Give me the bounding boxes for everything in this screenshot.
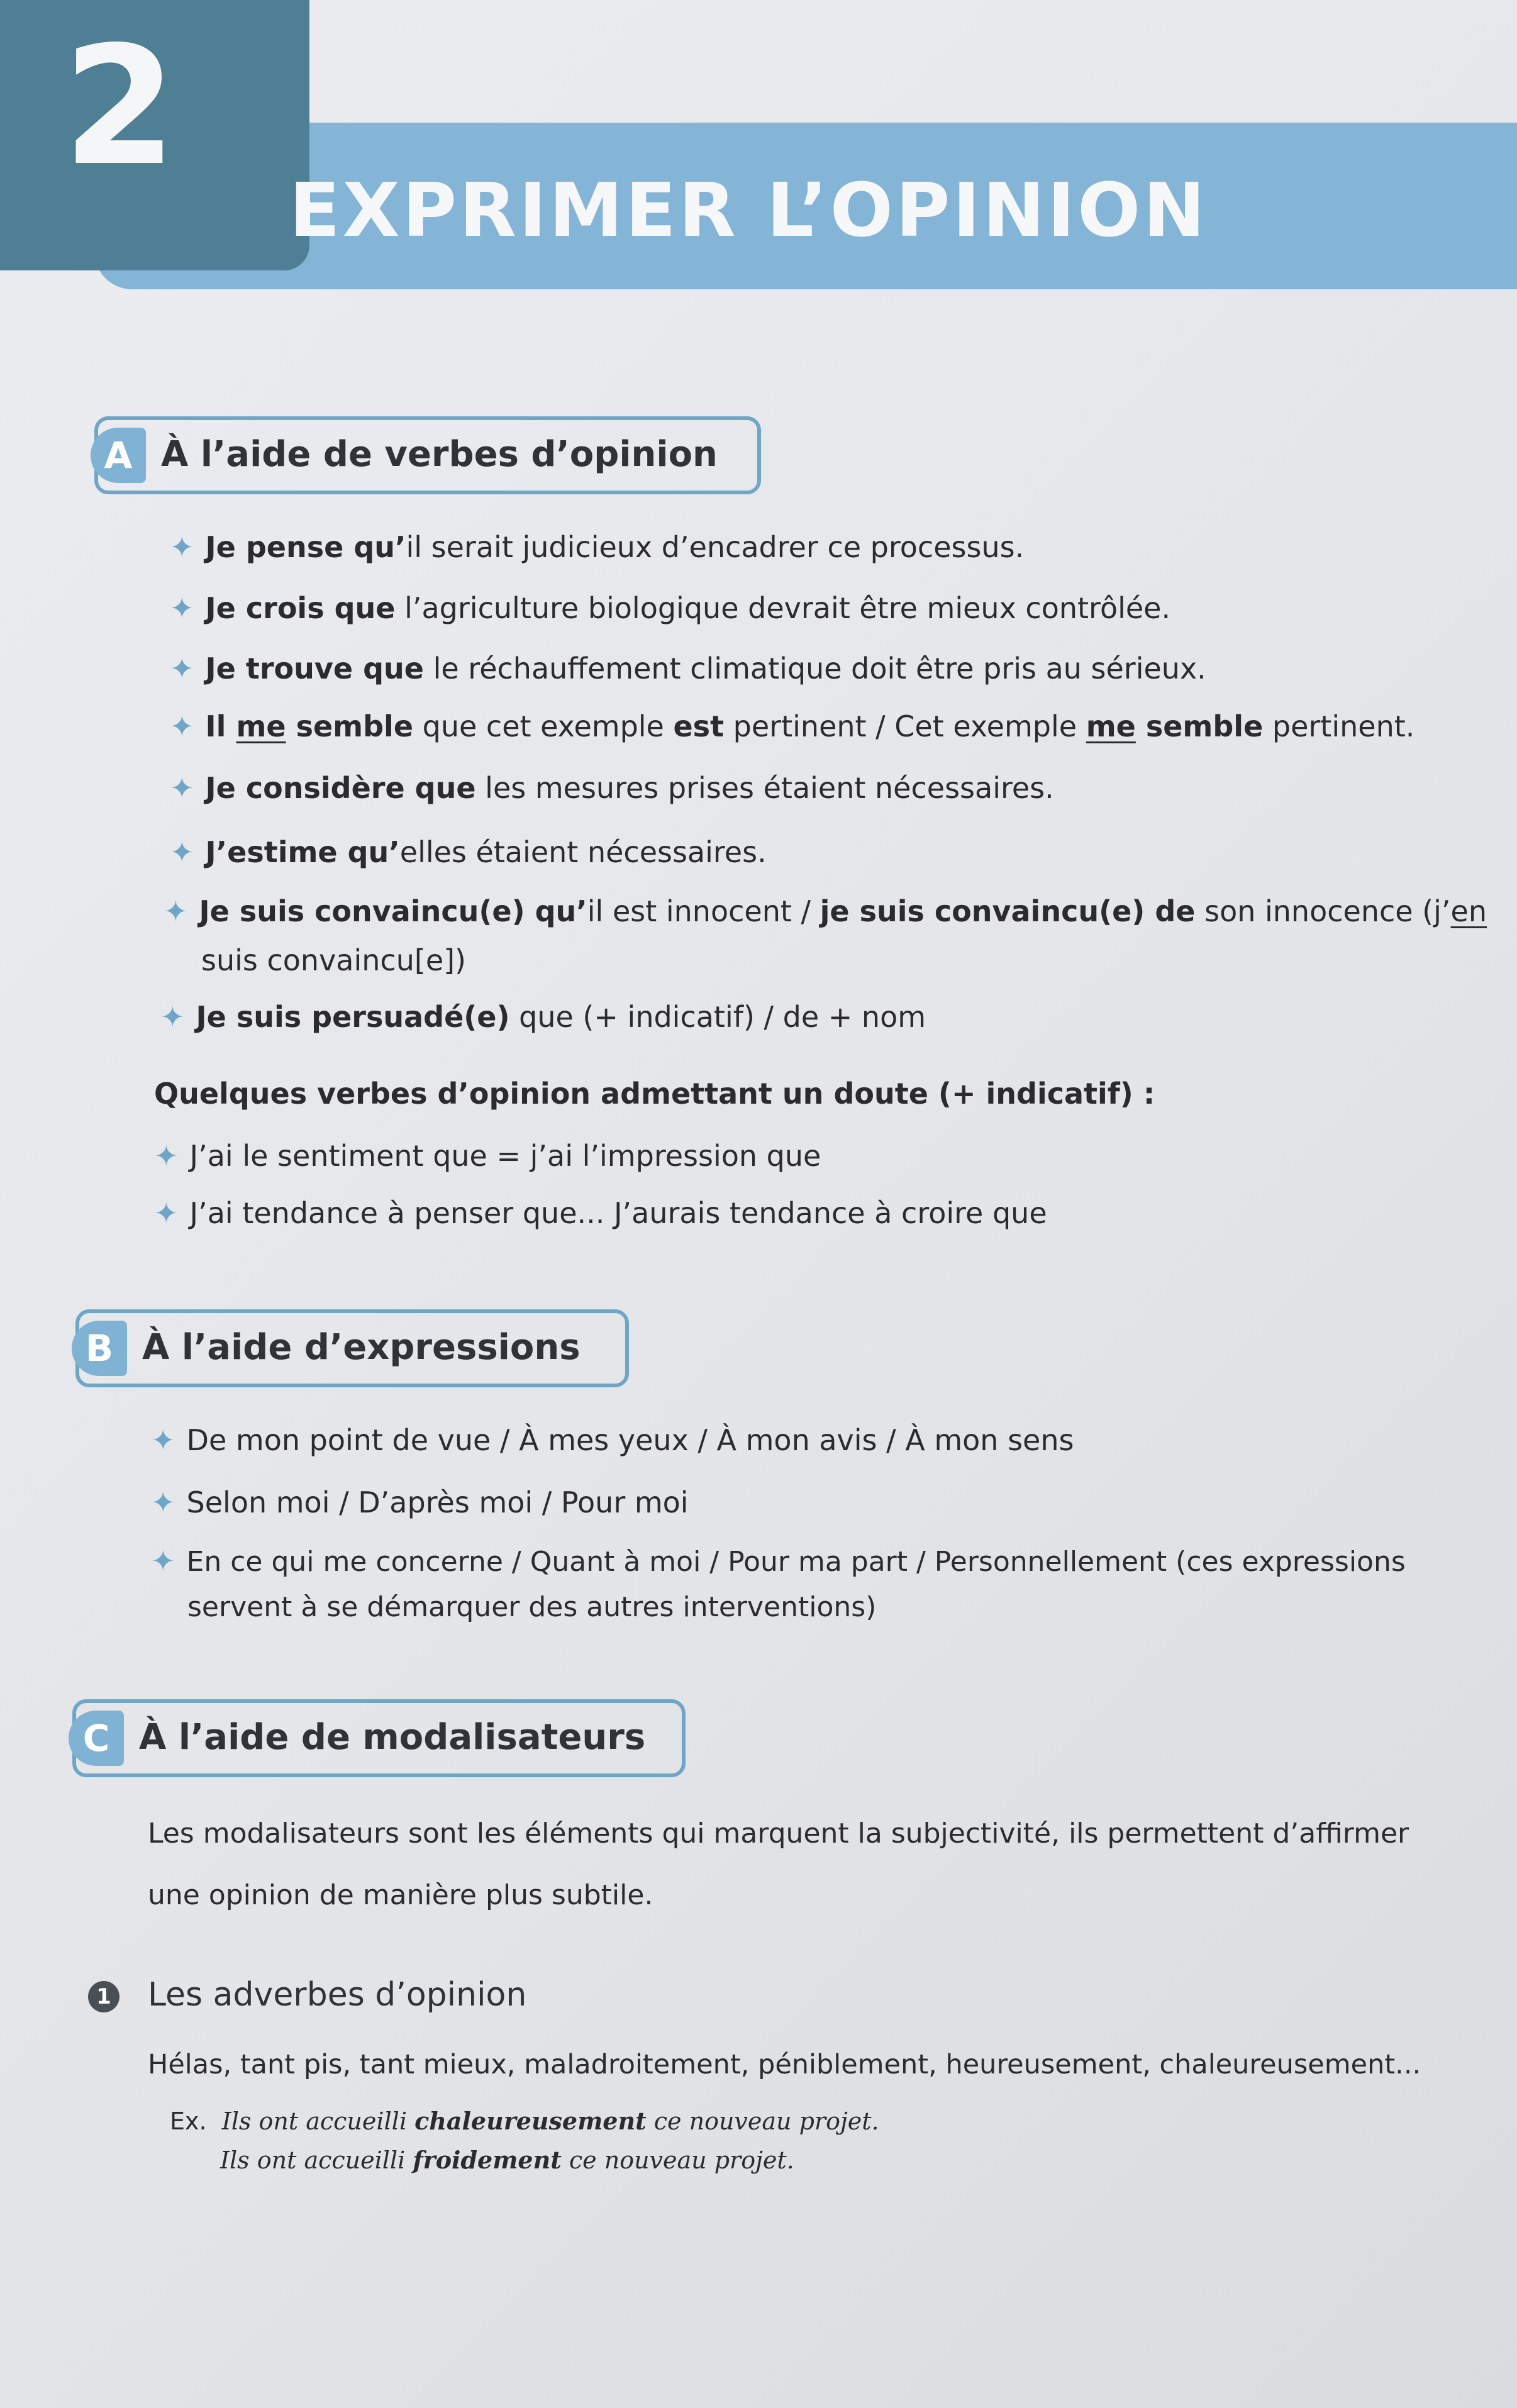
list-item: ✦ Je suis convaincu(e) qu’il est innocent / je suis convaincu(e) de son innocence (j’en	[164, 894, 1487, 928]
section-c-intro-line2: une opinion de manière plus subtile.	[148, 1879, 653, 1911]
star-bullet-icon: ✦	[151, 1544, 175, 1578]
list-item: ✦ Je pense qu’il serait judicieux d’encadrer ce processus.	[170, 530, 1025, 564]
star-bullet-icon: ✦	[154, 1196, 179, 1230]
list-item-continuation: servent à se démarquer des autres interventions)	[187, 1591, 877, 1623]
section-b-title: À l’aide d’expressions	[142, 1327, 581, 1368]
section-b-heading	[75, 1309, 629, 1387]
section-a-title: À l’aide de verbes d’opinion	[161, 434, 718, 475]
star-bullet-icon: ✦	[164, 894, 188, 928]
star-bullet-icon: ✦	[151, 1485, 175, 1519]
star-bullet-icon: ✦	[170, 530, 194, 564]
section-c-intro-line1: Les modalisateurs sont les éléments qui marquent la subjectivité, ils permettent d’affirmer	[148, 1817, 1409, 1850]
list-item: ✦ Je trouve que le réchauffement climatique doit être pris au sérieux.	[170, 652, 1206, 685]
list-item: ✦ Selon moi / D’après moi / Pour moi	[151, 1485, 689, 1519]
chapter-number-block	[0, 0, 309, 270]
section-a-heading	[94, 416, 761, 494]
star-bullet-icon: ✦	[170, 652, 194, 685]
list-item: ✦ J’ai le sentiment que = j’ai l’impression que	[154, 1139, 821, 1173]
list-item-continuation: suis convaincu[e])	[201, 943, 467, 977]
star-bullet-icon: ✦	[170, 591, 194, 625]
adverbs-list: Hélas, tant pis, tant mieux, maladroitement, péniblement, heureusement, chaleureusement...	[148, 2049, 1421, 2080]
star-bullet-icon: ✦	[170, 771, 194, 805]
section-a-letter: A	[91, 428, 146, 483]
star-bullet-icon: ✦	[151, 1423, 175, 1457]
list-item: ✦ En ce qui me concerne / Quant à moi / Pour ma part / Personnellement (ces expressions	[151, 1544, 1406, 1578]
section-b-letter: B	[72, 1321, 127, 1376]
list-item: ✦ J’estime qu’elles étaient nécessaires.	[170, 835, 767, 869]
adverbs-subheading: Les adverbes d’opinion	[148, 1976, 527, 2014]
star-bullet-icon: ✦	[170, 835, 194, 869]
list-item: ✦ Je suis persuadé(e) que (+ indicatif) / de + nom	[160, 1000, 926, 1034]
example-line-1: Ex. Ils ont accueilli chaleureusement ce nouveau projet.	[170, 2107, 879, 2135]
page-title: EXPRIMER L’OPINION	[289, 167, 1208, 253]
star-bullet-icon: ✦	[154, 1139, 179, 1173]
section-c-title: À l’aide de modalisateurs	[139, 1717, 646, 1758]
section-a-subheading: Quelques verbes d’opinion admettant un doute (+ indicatif) :	[154, 1077, 1155, 1111]
star-bullet-icon: ✦	[170, 709, 194, 743]
star-bullet-icon: ✦	[160, 1000, 185, 1034]
list-item: ✦ Je considère que les mesures prises étaient nécessaires.	[170, 771, 1054, 805]
section-c-letter: C	[69, 1711, 124, 1766]
number-1-badge: 1	[88, 1981, 119, 2012]
example-line-2: Ils ont accueilli froidement ce nouveau projet.	[220, 2146, 794, 2174]
section-c-heading	[72, 1699, 686, 1777]
list-item: ✦ Je crois que l’agriculture biologique devrait être mieux contrôlée.	[170, 591, 1171, 625]
list-item: ✦ Il me semble que cet exemple est pertinent / Cet exemple me semble pertinent.	[170, 709, 1415, 743]
list-item: ✦ J’ai tendance à penser que... J’aurais tendance à croire que	[154, 1196, 1047, 1230]
list-item: ✦ De mon point de vue / À mes yeux / À mon avis / À mon sens	[151, 1423, 1074, 1457]
chapter-number: 2	[63, 12, 177, 202]
